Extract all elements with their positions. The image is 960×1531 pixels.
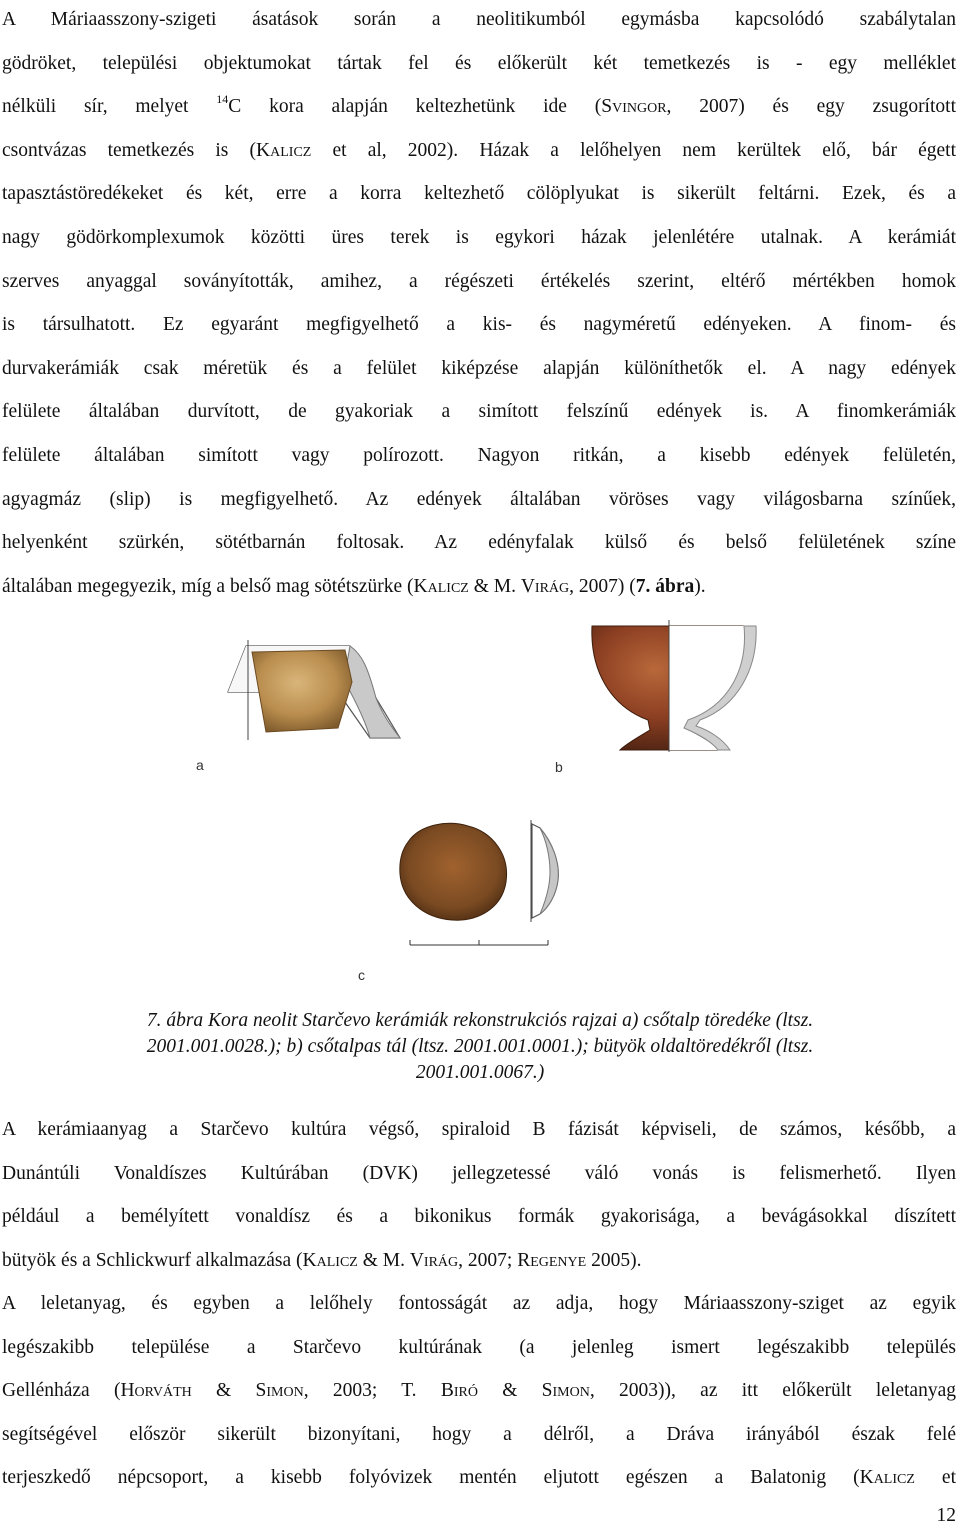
paragraph-significance: A leletanyag, és egyben a lelőhely fontosságát az adja, hogy Máriaasszony-sziget az egyik legészakibb települése a Starčevo kultúrának (a jelenleg ismert legészakibb település Gellénháza (Horváth & Simon, 2003; T. Biró & Simon, 2003)), az itt előkerült leletanyag segítségével először sikerült bizonyítani, hogy a délről, a Dráva irányából észak felé terjeszkedő népcsoport, a kisebb folyóvizek mentén eljutott egészen a Balatonig (Kalicz et xyxy=(2,1293,956,1489)
page-number: 12 xyxy=(936,1505,956,1526)
figure-c-lug-sherd xyxy=(358,820,558,983)
figure-7-ceramics xyxy=(0,610,960,1010)
figure-label-b: b xyxy=(555,759,563,775)
figure-a-reconstruction xyxy=(196,640,400,773)
figure-caption: 7. ábra Kora neolit Starčevo kerámiák rekonstrukciós rajzai a) csőtalp töredéke (ltsz. 2001.001.0028.); b) csőtalpas tál (ltsz. 2001.001.0001.); bütyök oldaltöredékről (ltsz. 2001.001.0067.) xyxy=(146,1010,814,1083)
figure-label-a: a xyxy=(196,757,204,773)
paragraph-ceramics: A kerámiaanyag a Starčevo kultúra végső, spiraloid B fázisát képviseli, de számos, később, a Dunántúli Vonaldíszes Kultúrában (DVK) jellegzetessé váló vonás is felismerhető. Ilyen például a bemélyített vonaldísz és a bikonikus formák gyakorisága, a bevágásokkal díszített bütyök és a Schlickwurf alkalmazása (Kalicz & M. Virág, 2007; Regenye 2005). xyxy=(2,1119,956,1271)
figure-label-c: c xyxy=(358,967,365,983)
paragraph-intro: A Máriaasszony-szigeti ásatások során a neolitikumból egymásba kapcsolódó szabálytalan gödröket, települési objektumokat tártak fel és előkerült két temetkezés is - egy melléklet nélküli sír, melyet $^{14}$C kora alapján keltezhetünk ide (Svingor, 2007) és egy zsugorított csontvázas temetkezés is (Kalicz et al, 2002). Házak a lelőhelyen nem kerültek elő, bár égett tapasztástöredékeket és két, erre a korra keltezhető cölöplyukat is sikerült feltárni. Ezek, és a nagy gödörkomplexumok közötti üres terek is egykori házak jelenlétére utalnak. A kerámiát szerves anyaggal soványították, amihez, a régészeti értékelés szerint, eltérő mértékben homok is társulhatott. Ez egyaránt megfigyelhető a kis- és nagyméretű edényeken. A finom- és durvakerámiák csak méretük és a felület kiképzése alapján különíthetők el. A nagy edények felülete általában durvított, de gyakoriak a simított felszínű edények is. A finomkerámiák felülete általában simított vagy polírozott. Nagyon ritkán, a kisebb edények felületén, agyagmáz (slip) is megfigyelhető. Az edények általában vöröses vagy világosbarna színűek, helyenként szürkén, sötétbarnán foltosak. Az edényfalak külső és belső felületének színe általában megegyezik, míg a belső mag sötétszürke (Kalicz & M. Virág, 2007) (7. ábra). xyxy=(2,9,956,597)
figure-b-pedestalled-bowl xyxy=(555,620,756,775)
